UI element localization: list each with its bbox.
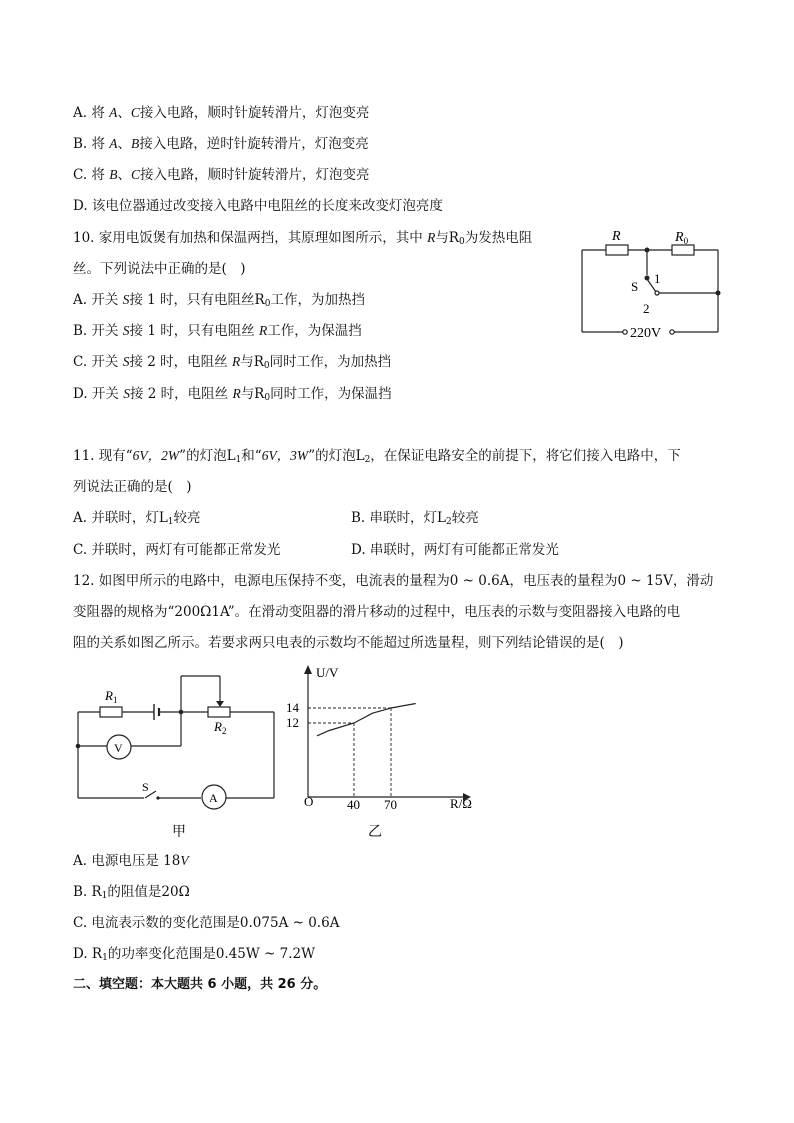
q11-option-a-text: A. 并联时，灯L [73,510,168,526]
q10-option-c-mid: 接 2 时，电阻丝 [129,354,232,370]
q10-stem-r0-sub: 0 [458,237,465,247]
q11-stem-line2: 列说法正确的是( ) [73,479,192,495]
q11-text-a: 11. 现有“ [73,448,133,464]
q10-option-c-end: 同时工作，为加热挡 [269,354,392,370]
q12-option-d-end: 的功率变化范围是0.45W ~ 7.2W [107,946,316,962]
q9-option-c-text: C. 将 [73,167,110,183]
q10-option-d-end: 同时工作，为保温挡 [270,386,392,402]
q9-option-a-text: A. 将 [73,105,110,121]
q9-option-a-sep: 、 [117,105,131,121]
q9-option-c-var1: B [109,167,118,182]
q10-option-c-and: 与R [240,354,264,370]
q10-option-d-text: D. 开关 [73,386,124,402]
q10-option-b-end: 工作，为保温挡 [267,323,362,339]
q9-option-b-var1: A [109,136,118,151]
x-tick-label: 70 [384,797,397,812]
q10-option-a-s: S [122,292,130,307]
y-axis-label: U/V [316,665,339,680]
label-r: R [612,229,621,244]
q10-option-b-text: B. 开关 [73,323,123,339]
q11-text-e: ，在保证电路安全的前提下，将它们接入电路中，下 [370,448,681,464]
q10-option-b [73,322,362,340]
q10-option-a [73,291,365,313]
q10-option-a-mid: 接 1 时，只有电阻丝R [129,292,265,308]
resistor-r0 [672,245,694,255]
q10-option-c [73,353,391,375]
q12-graph-yi [286,660,488,845]
label-r0: $R_0$ [675,230,689,246]
q10-option-d-mid: 接 2 时，电阻丝 [129,386,233,402]
q10-option-d-and: 与R [240,386,265,402]
q9-option-c-var2: C [130,167,140,182]
q9-option-b-rest: 接入电路，逆时针旋转滑片，灯泡变亮 [139,136,369,152]
q11-option-a-sub: 1 [167,517,174,527]
q12-option-c: C. 电流表示数的变化范围是0.075A ~ 0.6A [73,915,340,931]
q11-option-b-end: 较亮 [451,510,479,526]
q11-text-c: 和“ [241,448,262,464]
q12-option-a [73,852,189,870]
q11-option-a-end: 较亮 [173,510,201,526]
q10-option-c-sub: 0 [263,361,270,371]
q12-option-b [73,883,190,905]
label-s: S [142,780,149,794]
q9-option-a [73,104,369,122]
q10-option-c-text: C. 开关 [73,354,123,370]
resistor-r [606,245,628,255]
y-tick-label: 14 [286,700,299,715]
q9-option-b [73,135,369,153]
label-r2: $R_2$ [214,719,227,736]
q12-option-b-text: B. R [73,884,102,900]
q10-option-d [73,385,392,407]
section-2-heading: 二、填空题：本大题共 6 小题，共 26 分。 [73,977,327,992]
q9-option-c [73,166,370,184]
q9-option-a-rest: 接入电路，顺时针旋转滑片，灯泡变亮 [139,105,370,121]
slider-arrow [216,701,224,707]
q12-circuit-jia [70,668,285,843]
q10-option-a-text: A. 开关 [73,292,123,308]
q12-option-a-text: A. 电源电压是 18 [73,853,181,869]
q11-rating-1: 6V，2W [132,448,180,463]
q11-stem-line1 [73,447,681,469]
q12-option-b-sub: 1 [101,891,108,901]
q9-option-a-var1: A [109,105,118,120]
q12-stem-line3: 阻的关系如图乙所示。若要求两只电表的示数均不能超过所选量程，则下列结论错误的是( ) [73,635,624,651]
q11-sub-1: 1 [235,455,242,465]
label-v: V [114,741,123,755]
q12-option-d-text: D. R [73,946,103,962]
label-position-2: 2 [643,301,650,316]
q12-option-b-end: 的阻值是20Ω [107,884,190,900]
label-220v: 220V [630,326,662,341]
caption-jia: 甲 [172,825,186,840]
origin-label: O [304,794,314,809]
q9-option-d: D. 该电位器通过改变接入电路中电阻丝的长度来改变灯泡亮度 [73,198,443,214]
q12-option-d [73,945,315,967]
q12-stem-line2: 变阻器的规格为“200Ω1A”。在滑动变阻器的滑片移动的过程中，电压表的示数与变阻器接入电路的电 [73,604,681,620]
q10-option-b-s: S [122,323,130,338]
q9-option-c-rest: 接入电路，顺时针旋转滑片，灯泡变亮 [140,167,370,183]
q10-option-d-sub: 0 [264,393,271,403]
q11-rating-2: 6V，3W [261,448,309,463]
caption-yi: 乙 [368,825,382,840]
q10-stem-text: 10. 家用电饭煲有加热和保温两挡，其原理如图所示，其中 [73,230,428,246]
q10-stem-r: R [427,230,436,245]
q10-stem-line1 [73,229,532,251]
q9-option-b-text: B. 将 [73,136,110,152]
resistor-r2 [208,707,230,717]
q11-option-b-sub: 2 [445,517,452,527]
q12-option-d-sub: 1 [102,953,108,963]
q11-option-a [73,509,201,531]
q10-option-c-s: S [122,354,130,369]
q10-option-d-s: S [123,386,130,401]
q10-option-a-end: 工作，为加热挡 [270,292,365,308]
q10-option-d-r: R [232,386,241,401]
q11-text-b: ”的灯泡L [179,448,236,464]
q10-option-a-sub: 0 [264,299,271,309]
q11-option-c: C. 并联时，两灯有可能都正常发光 [73,542,281,558]
x-axis-label: R/Ω [450,796,472,811]
q10-stem-end: 为发热电阻 [464,230,533,246]
q11-option-b [351,509,479,531]
q9-option-b-var2: B [131,136,140,151]
q10-stem-line2: 丝。下列说法中正确的是( ) [73,261,246,277]
q10-stem-and-r0: 与R [435,230,459,246]
label-r1: $R_1$ [105,688,118,705]
u-r-curve [317,704,416,736]
x-tick-label: 40 [347,797,360,812]
y-axis-arrow [304,665,312,674]
q10-circuit-diagram [570,225,730,345]
q10-option-b-r: R [259,323,268,338]
q9-option-c-sep: 、 [117,167,131,183]
y-tick-label: 12 [286,715,299,730]
q11-option-b-text: B. 串联时，灯L [351,510,446,526]
q10-option-b-mid: 接 1 时，只有电阻丝 [129,323,260,339]
label-switch-s: S [631,279,639,294]
q12-option-a-unit: V [180,853,189,868]
label-a: A [209,791,218,805]
q11-sub-2: 2 [364,455,371,465]
resistor-r1 [100,707,122,717]
q9-option-a-var2: C [130,105,140,120]
q11-option-d: D. 串联时，两灯有可能都正常发光 [351,542,559,558]
label-position-1: 1 [654,271,661,286]
q11-text-d: ”的灯泡L [308,448,365,464]
q9-option-b-sep: 、 [117,136,132,152]
q10-option-c-r: R [231,354,241,369]
q12-stem-line1: 12. 如图甲所示的电路中，电源电压保持不变，电流表的量程为0 ~ 0.6A，电压表的量程为0 ~ 15V，滑动 [73,573,714,589]
